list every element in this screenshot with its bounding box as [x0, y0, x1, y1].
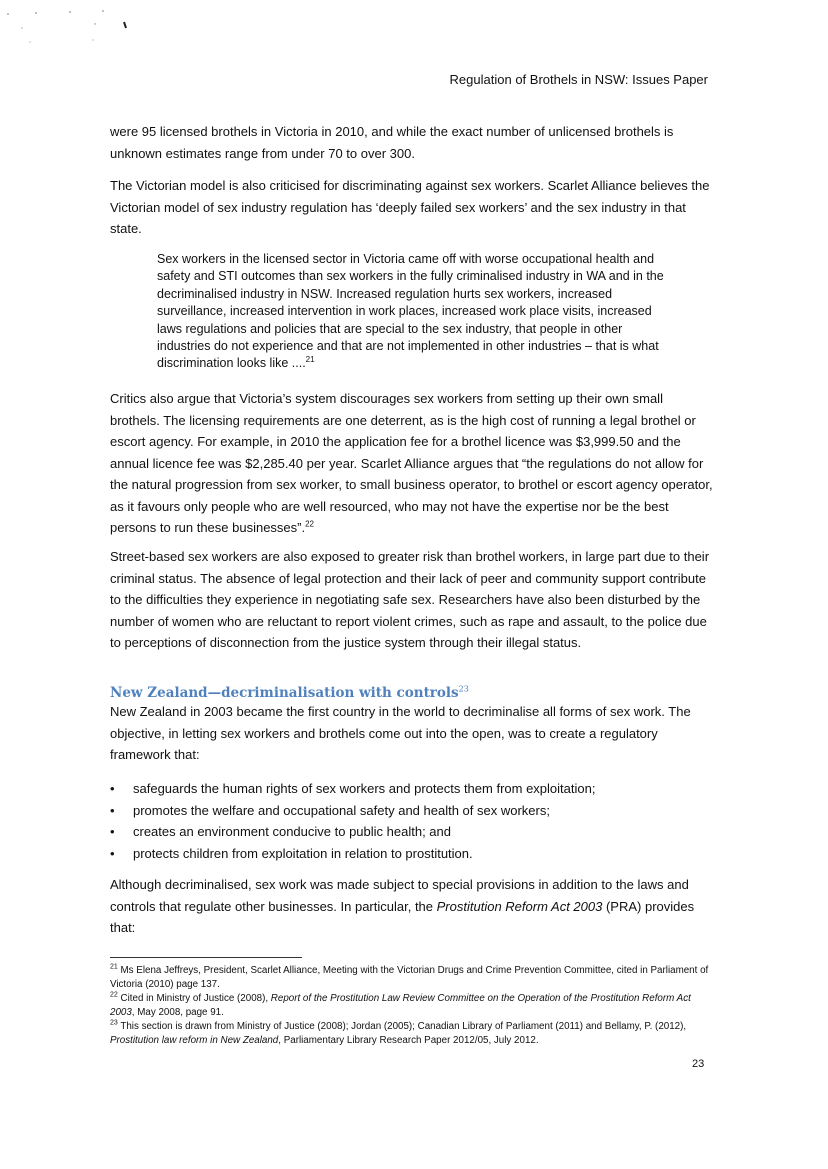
footnote-ref-23[interactable]: 23	[458, 684, 469, 694]
objectives-list	[110, 778, 716, 864]
list-item-text: protects children from exploitation in relation to prostitution.	[133, 845, 473, 861]
paragraph-critics-text: Critics also argue that Victoria’s system discourages sex workers from setting up their own small brothels. The licensing requirements are one deterrent, as is the high cost of running a legal brothel or escort agency. For example, in 2010 the application fee for a brothel licence was $3,999.50 and the annual licence fee was $2,285.40 per year. Scarlet Alliance argues that “the regulations do not allow for the natural progression from sex worker, to small business operator, to brothel or escort agency operator, as it favours only people who are well resourced, who may not have the expertise nor be the best persons to run these businesses”.	[110, 391, 713, 535]
footnote-21	[110, 964, 716, 992]
bullet-icon: •	[110, 845, 115, 861]
section-heading-text: New Zealand—decriminalisation with controls	[110, 685, 459, 701]
quote-text: Sex workers in the licensed sector in Victoria came off with worse occupational health and safety and STI outcomes than sex workers in the fully criminalised industry in WA and in the decriminalised industry in NSW. Increased regulation hurts sex workers, increased surveillance, increased intervention in work places, increased work place visits, increased laws regulations and policies that are special to the sex industry, that people in other industries do not experience and that are not implemented in other industries – that is what discrimination looks like ....	[157, 252, 664, 371]
footnote-text: , Parliamentary Library Research Paper 2012/05, July 2012.	[278, 1034, 539, 1046]
paragraph-new-zealand: New Zealand in 2003 became the first country in the world to decriminalise all forms of sex work. The objective, in letting sex workers and brothels come out into the open, was to create a regulatory framework that:	[110, 704, 691, 762]
scan-specks	[0, 0, 140, 60]
paragraph-pra	[110, 874, 716, 939]
paragraph-victoria-brothels: were 95 licensed brothels in Victoria in 2010, and while the exact number of unlicensed brothels is unknown estimates range from under 70 to over 300.	[110, 124, 674, 161]
footnote-text: This section is drawn from Ministry of Justice (2008); Jordan (2005); Canadian Library of Parliament (2011) and Bellamy, P. (2012),	[117, 1020, 687, 1032]
footnote-ref-22[interactable]: 22	[305, 519, 315, 529]
footnote-number: 23	[110, 1019, 118, 1027]
paragraph-pra-text-start: Although decriminalised, sex work was made subject to special provisions in addition to the laws and controls that regulate other businesses. In particular, the	[110, 877, 689, 914]
footnote-text: Ms Elena Jeffreys, President, Scarlet Alliance, Meeting with the Victorian Drugs and Crime Prevention Committee, cited in Parliament of Victoria (2010) page 137.	[110, 965, 709, 990]
footnote-22	[110, 992, 716, 1020]
list-item	[110, 821, 716, 843]
act-title: Prostitution Reform Act 2003	[436, 898, 603, 914]
footnote-text: , May 2008, page 91.	[131, 1006, 224, 1018]
paragraph-pra-text-end: (PRA) provides that:	[110, 898, 695, 935]
list-item-text: promotes the welfare and occupational safety and health of sex workers;	[133, 802, 550, 818]
list-item	[110, 843, 716, 865]
running-header: Regulation of Brothels in NSW: Issues Paper	[449, 72, 708, 87]
footnote-text: Cited in Ministry of Justice (2008),	[117, 992, 271, 1004]
footnote-separator	[110, 957, 302, 958]
block-quote	[157, 251, 672, 373]
list-item	[110, 778, 716, 800]
footnotes	[110, 964, 716, 1047]
paragraph-street-based: Street-based sex workers are also exposed to greater risk than brothel workers, in large part due to their criminal status. The absence of legal protection and their lack of peer and community support contribute to the difficulties they experience in negotiating safe sex. Researchers have also been disturbed by the number of women who are reluctant to report violent crimes, such as rape and assault, to the police due to perceptions of disconnection from the justice system through their illegal status.	[110, 549, 710, 650]
list-item	[110, 800, 716, 822]
footnote-ref-21[interactable]: 21	[305, 355, 315, 365]
footnote-source-title: Report of the Prostitution Law Review Committee on the Operation of the Prostitution Reform Act 2003	[110, 992, 691, 1018]
bullet-icon: •	[110, 824, 115, 840]
list-item-text: creates an environment conducive to public health; and	[133, 824, 451, 840]
section-heading-new-zealand	[110, 684, 469, 702]
footnote-number: 21	[110, 963, 118, 971]
bullet-icon: •	[110, 781, 115, 796]
bullet-icon: •	[110, 802, 115, 818]
footnote-23	[110, 1020, 716, 1048]
page-number: 23	[692, 1058, 705, 1070]
footnote-number: 22	[110, 991, 118, 999]
footnote-source-title: Prostitution law reform in New Zealand	[110, 1034, 279, 1046]
paragraph-victorian-criticism: The Victorian model is also criticised for discriminating against sex workers. Scarlet Alliance believes the Victorian model of sex industry regulation has ‘deeply failed sex workers’ and the sex industry in that state.	[110, 178, 710, 236]
list-item-text: safeguards the human rights of sex workers and protects them from exploitation;	[133, 781, 596, 796]
paragraph-critics	[110, 388, 716, 539]
